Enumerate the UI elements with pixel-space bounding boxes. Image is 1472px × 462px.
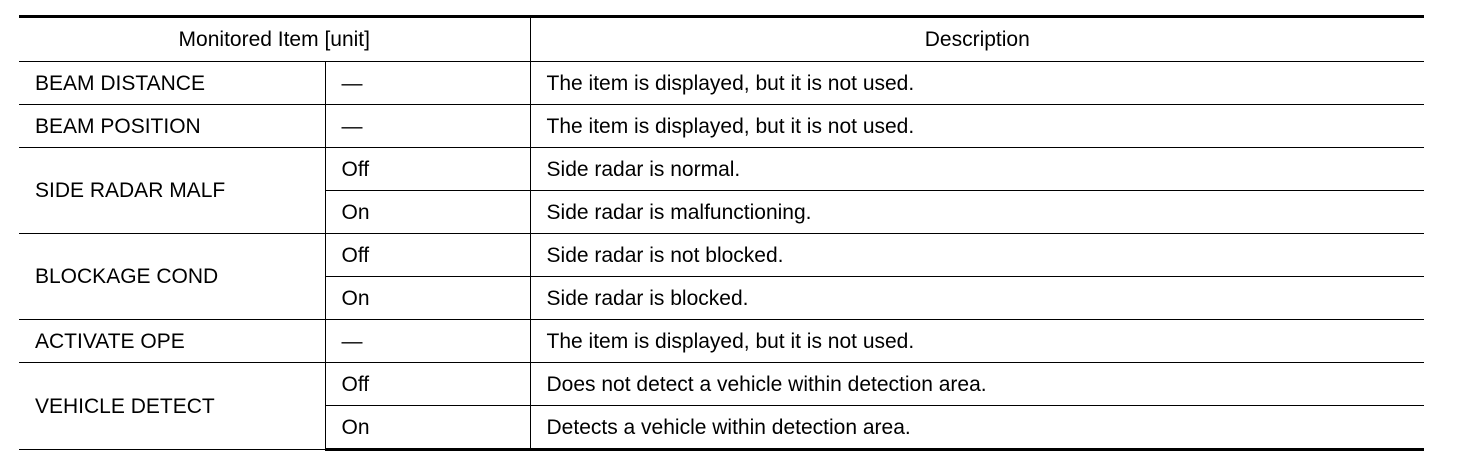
item-name: ACTIVATE OPE — [19, 320, 325, 363]
table-row — [19, 105, 1424, 148]
item-unit: On — [325, 277, 530, 320]
item-name: BEAM DISTANCE — [19, 62, 325, 105]
item-description: Side radar is normal. — [530, 148, 1424, 191]
item-name: VEHICLE DETECT — [19, 363, 325, 450]
item-description: The item is displayed, but it is not used. — [530, 320, 1424, 363]
item-name: BEAM POSITION — [19, 105, 325, 148]
table-row — [19, 148, 1424, 191]
item-unit: On — [325, 191, 530, 234]
table-row — [19, 234, 1424, 277]
item-name: BLOCKAGE COND — [19, 234, 325, 320]
item-unit: Off — [325, 363, 530, 406]
item-description: Side radar is malfunctioning. — [530, 191, 1424, 234]
table-header-row — [19, 17, 1424, 62]
item-unit: Off — [325, 148, 530, 191]
item-name: SIDE RADAR MALF — [19, 148, 325, 234]
item-description: Side radar is blocked. — [530, 277, 1424, 320]
item-unit: On — [325, 406, 530, 450]
item-description: The item is displayed, but it is not used. — [530, 105, 1424, 148]
header-monitored-item: Monitored Item [unit] — [19, 17, 530, 62]
item-unit: — — [325, 62, 530, 105]
item-description: Does not detect a vehicle within detection area. — [530, 363, 1424, 406]
item-description: Side radar is not blocked. — [530, 234, 1424, 277]
table-row — [19, 363, 1424, 406]
header-description: Description — [530, 17, 1424, 62]
item-unit: Off — [325, 234, 530, 277]
table-row — [19, 320, 1424, 363]
item-unit: — — [325, 105, 530, 148]
item-unit: — — [325, 320, 530, 363]
item-description: The item is displayed, but it is not used. — [530, 62, 1424, 105]
item-description: Detects a vehicle within detection area. — [530, 406, 1424, 450]
monitor-table — [19, 15, 1424, 451]
table-row — [19, 62, 1424, 105]
